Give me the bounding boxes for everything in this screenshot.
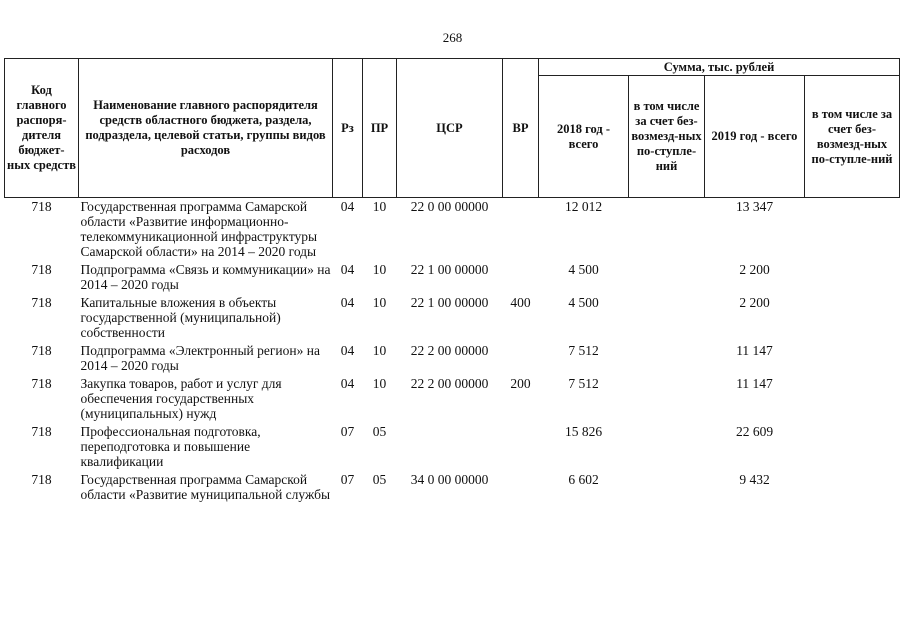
- cell-pr: 10: [372, 343, 387, 358]
- cell-code: 718: [31, 199, 52, 214]
- cell-2018-total: 6 602: [568, 472, 599, 487]
- cell-csr: 22 1 00 00000: [410, 262, 489, 277]
- cell-2018-total: 12 012: [564, 199, 603, 214]
- cell-pr: 05: [372, 472, 387, 487]
- cell-rz: 04: [340, 376, 355, 391]
- cell-name: Профессиональная подготовка, переподготовка и повышение квалификации: [80, 424, 261, 469]
- cell-code: 718: [31, 424, 52, 439]
- cell-2018-total: 7 512: [568, 343, 599, 358]
- header-csr: ЦСР: [397, 59, 503, 198]
- cell-2019-free: [805, 375, 900, 423]
- cell-rz: 07: [340, 472, 355, 487]
- budget-table: [4, 58, 900, 504]
- cell-2018-total: 7 512: [568, 376, 599, 391]
- cell-2019-free: [805, 198, 900, 262]
- header-2018-free: в том числе за счет без-возмезд-ных по-ступле-ний: [629, 76, 705, 198]
- table-row: [5, 375, 900, 423]
- cell-2019-total: 11 147: [736, 343, 773, 358]
- cell-2019-total: 11 147: [736, 376, 773, 391]
- cell-2019-free: [805, 423, 900, 471]
- cell-vr: 200: [510, 376, 531, 391]
- cell-2018-free: [629, 261, 705, 294]
- cell-2018-free: [629, 471, 705, 504]
- cell-name: Подпрограмма «Связь и коммуникации» на 2014 – 2020 годы: [80, 262, 331, 292]
- cell-vr: [503, 261, 539, 294]
- cell-pr: 10: [372, 199, 387, 214]
- cell-vr: [503, 198, 539, 262]
- header-rz: Рз: [333, 59, 363, 198]
- cell-csr: 22 2 00 00000: [410, 376, 489, 391]
- cell-2019-free: [805, 471, 900, 504]
- header-vr: ВР: [503, 59, 539, 198]
- cell-vr: [503, 423, 539, 471]
- cell-2019-free: [805, 294, 900, 342]
- cell-name: Государственная программа Самарской области «Развитие муниципальной службы: [80, 472, 331, 502]
- cell-2019-total: 2 200: [739, 295, 770, 310]
- cell-2018-free: [629, 198, 705, 262]
- cell-vr: [503, 342, 539, 375]
- cell-code: 718: [31, 262, 52, 277]
- cell-2019-free: [805, 342, 900, 375]
- header-name: Наименование главного распорядителя средств областного бюджета, раздела, подраздела, целевой статьи, группы видов расходов: [79, 59, 333, 198]
- cell-2019-total: 13 347: [735, 199, 774, 214]
- cell-code: 718: [31, 295, 52, 310]
- header-code: Код главного распоря-дителя бюджет-ных средств: [5, 59, 79, 198]
- cell-2019-total: 22 609: [735, 424, 774, 439]
- cell-pr: 10: [372, 376, 387, 391]
- cell-vr: 400: [510, 295, 531, 310]
- cell-vr: [503, 471, 539, 504]
- cell-2019-total: 9 432: [739, 472, 770, 487]
- cell-code: 718: [31, 376, 52, 391]
- cell-pr: 05: [372, 424, 387, 439]
- cell-pr: 10: [372, 262, 387, 277]
- cell-2019-total: 2 200: [739, 262, 770, 277]
- header-2019-total: 2019 год - всего: [705, 76, 805, 198]
- cell-2018-free: [629, 342, 705, 375]
- cell-rz: 04: [340, 295, 355, 310]
- table-body: [5, 198, 900, 505]
- cell-csr: [397, 423, 503, 471]
- cell-2019-free: [805, 261, 900, 294]
- cell-csr: 22 0 00 00000: [410, 199, 489, 214]
- cell-2018-total: 15 826: [564, 424, 603, 439]
- cell-code: 718: [31, 472, 52, 487]
- cell-code: 718: [31, 343, 52, 358]
- table-row: [5, 471, 900, 504]
- cell-2018-total: 4 500: [568, 295, 599, 310]
- header-sum: Сумма, тыс. рублей: [539, 59, 900, 76]
- cell-rz: 07: [340, 424, 355, 439]
- cell-2018-free: [629, 294, 705, 342]
- table-row: [5, 423, 900, 471]
- table-row: [5, 342, 900, 375]
- cell-2018-free: [629, 375, 705, 423]
- cell-2018-total: 4 500: [568, 262, 599, 277]
- table-header: [5, 59, 900, 198]
- cell-name: Закупка товаров, работ и услуг для обеспечения государственных (муниципальных) нужд: [80, 376, 282, 421]
- cell-pr: 10: [372, 295, 387, 310]
- cell-name: Подпрограмма «Электронный регион» на 2014 – 2020 годы: [80, 343, 320, 373]
- table-row: [5, 261, 900, 294]
- header-pr: ПР: [363, 59, 397, 198]
- header-2018-total: 2018 год - всего: [539, 76, 629, 198]
- cell-rz: 04: [340, 343, 355, 358]
- cell-name: Капитальные вложения в объекты государственной (муниципальной) собственности: [80, 295, 281, 340]
- header-2019-free: в том числе за счет без-возмезд-ных по-ступле-ний: [805, 76, 900, 198]
- cell-rz: 04: [340, 262, 355, 277]
- cell-csr: 22 2 00 00000: [410, 343, 489, 358]
- cell-csr: 34 0 00 00000: [410, 472, 489, 487]
- cell-name: Государственная программа Самарской области «Развитие информационно-телекоммуникационной инфраструктуры Самарской области» на 2014 – 2020 годы: [80, 199, 318, 259]
- table-row: [5, 294, 900, 342]
- cell-2018-free: [629, 423, 705, 471]
- cell-rz: 04: [340, 199, 355, 214]
- table-row: [5, 198, 900, 262]
- page-number: 268: [442, 30, 463, 45]
- cell-csr: 22 1 00 00000: [410, 295, 489, 310]
